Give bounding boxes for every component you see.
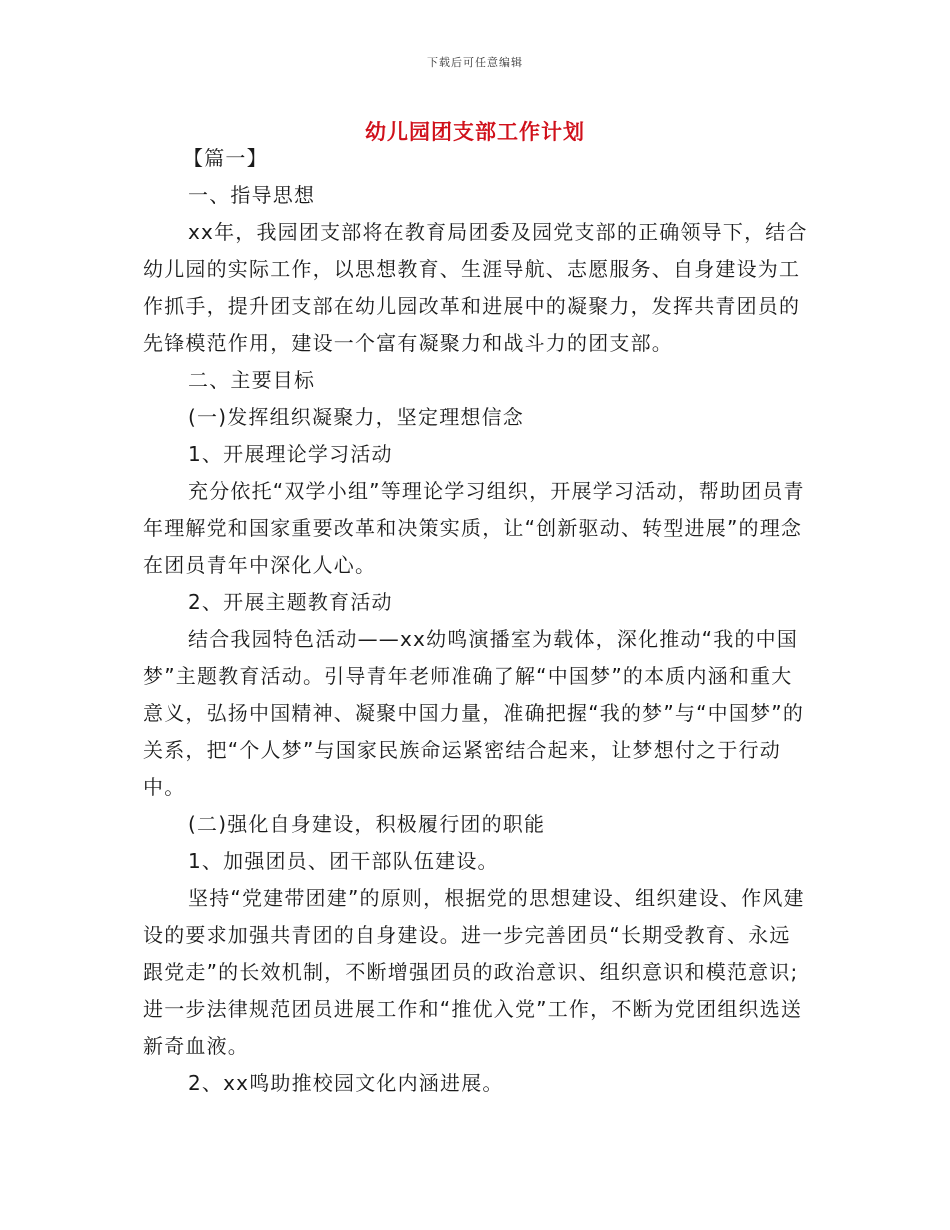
item-heading-theory-study: 1、开展理论学习活动	[188, 442, 393, 466]
document-body	[143, 140, 808, 1102]
paragraph-guiding-thought: xx年，我园团支部将在教育局团委及园党支部的正确领导下，结合幼儿园的实际工作，以思想教育、生涯导航、志愿服务、自身建设为工作抓手，提升团支部在幼儿园改革和进展中的凝聚力，发挥共青团员的先锋模范作用，建设一个富有凝聚力和战斗力的团支部。	[143, 220, 808, 355]
paragraph-theme-education: 结合我园特色活动——xx幼鸣演播室为载体，深化推动“我的中国梦”主题教育活动。引导青年老师准确了解“中国梦”的本质内涵和重大意义，弘扬中国精神、凝聚中国力量，准确把握“我的梦”与“中国梦”的关系，把“个人梦”与国家民族命运紧密结合起来，让梦想付之于行动中。	[143, 627, 805, 799]
section-heading-main-goals: 二、主要目标	[188, 368, 316, 392]
item-heading-team-building: 1、加强团员、团干部队伍建设。	[188, 849, 499, 873]
document-title: 幼儿园团支部工作计划	[365, 120, 585, 144]
paragraph-theory-study: 充分依托“双学小组”等理论学习组织，开展学习活动，帮助团员青年理解党和国家重要改革和决策实质，让“创新驱动、转型进展”的理念在团员青年中深化人心。	[143, 479, 805, 577]
item-heading-theme-education: 2、开展主题教育活动	[188, 590, 393, 614]
subsection-heading-self-building: (二)强化自身建设，积极履行团的职能	[188, 812, 546, 836]
section-heading-guiding-thought: 一、指导思想	[188, 183, 316, 207]
subsection-heading-cohesion: (一)发挥组织凝聚力，坚定理想信念	[188, 405, 525, 429]
part-label: 【篇一】	[183, 146, 268, 170]
page-header-note: 下载后可任意编辑	[427, 56, 523, 69]
item-heading-campus-culture: 2、xx鸣助推校园文化内涵进展。	[188, 1071, 504, 1095]
paragraph-team-building: 坚持“党建带团建”的原则，根据党的思想建设、组织建设、作风建设的要求加强共青团的自身建设。进一步完善团员“长期受教育、永远跟党走”的长效机制，不断增强团员的政治意识、组织意识和模范意识;进一步法律规范团员进展工作和“推优入党”工作，不断为党团组织选送新奇血液。	[143, 886, 805, 1058]
